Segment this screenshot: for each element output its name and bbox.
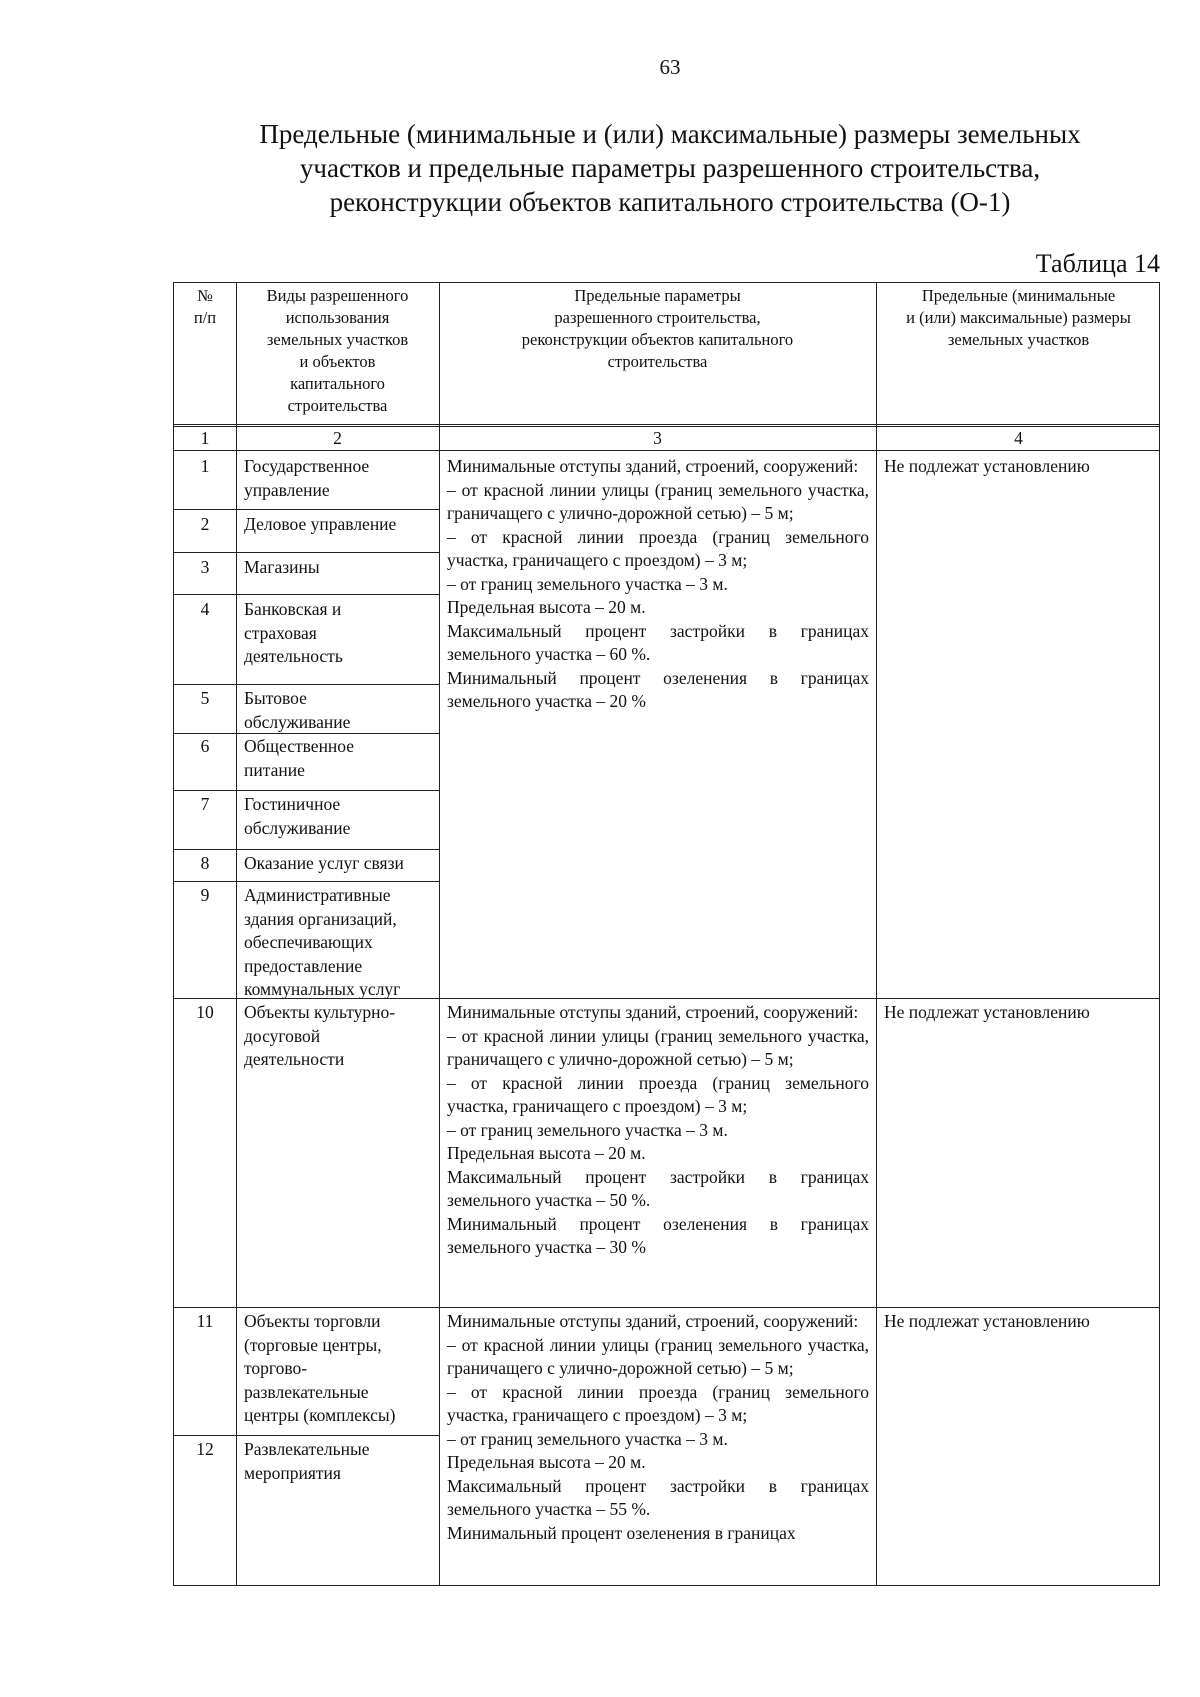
document-title	[200, 117, 1140, 219]
params-cell: Минимальные отступы зданий, строений, сооружений: – от красной линии улицы (границ земельного участка, граничащего с улично-дорожной сетью) – 5 м; – от красной линии проезда (границ земельного участка, граничащего с проездом) – 3 м; – от границ земельного участка – 3 м. Предельная высота – 20 м. Максимальный процент застройки в границах земельного участка – 50 %. Минимальный процент озеленения в границах земельного участка – 30 %	[447, 1002, 869, 1257]
column-number: 3	[653, 428, 662, 448]
title-line: реконструкции объектов капитального строительства (О-1)	[329, 187, 1011, 217]
sizes-cell: Не подлежат установлению	[884, 1311, 1090, 1331]
header-col-params: Предельные параметры разрешенного строительства, реконструкции объектов капитального строительства	[521, 286, 794, 371]
title-line: Предельные (минимальные и (или) максимальные) размеры земельных	[259, 119, 1081, 149]
header-col-use-type: Виды разрешенного использования земельных участков и объектов капитального строительства	[266, 286, 409, 415]
row-divider	[174, 552, 439, 553]
row-number: 12	[196, 1439, 214, 1459]
header-col-number: № п/п	[193, 286, 217, 327]
column-divider	[876, 283, 877, 1585]
column-divider	[236, 283, 237, 1585]
sizes-cell: Не подлежат установлению	[884, 456, 1090, 476]
use-type-cell: Объекты торговли (торговые центры, торгово- развлекательные центры (комплексы)	[244, 1311, 396, 1425]
row-divider	[174, 790, 439, 791]
use-type-cell: Развлекательные мероприятия	[244, 1439, 370, 1483]
use-type-cell: Деловое управление	[244, 514, 397, 534]
row-number: 8	[200, 853, 210, 873]
title-line: участков и предельные параметры разрешенного строительства,	[299, 153, 1041, 183]
table-caption: Таблица 14	[1035, 249, 1160, 278]
use-type-cell: Гостиничное обслуживание	[244, 794, 351, 838]
zoning-parameters-table	[173, 282, 1160, 1586]
use-type-cell: Оказание услуг связи	[244, 853, 404, 873]
row-number: 1	[200, 456, 210, 476]
row-number: 9	[200, 885, 210, 905]
use-type-cell: Административные здания организаций, обеспечивающих предоставление коммунальных услуг	[244, 885, 401, 999]
row-number: 10	[196, 1002, 214, 1022]
column-divider	[439, 283, 440, 1585]
row-divider	[174, 509, 439, 510]
column-number: 1	[200, 428, 210, 448]
row-divider	[174, 594, 439, 595]
page-number: 63	[659, 55, 681, 79]
group-divider	[174, 1307, 1159, 1308]
use-type-cell: Общественное питание	[244, 736, 355, 780]
row-number: 2	[200, 514, 210, 534]
row-number: 11	[196, 1311, 214, 1331]
row-divider	[174, 849, 439, 850]
row-number: 4	[200, 599, 210, 619]
sizes-cell: Не подлежат установлению	[884, 1002, 1090, 1022]
params-cell: Минимальные отступы зданий, строений, сооружений: – от красной линии улицы (границ земельного участка, граничащего с улично-дорожной сетью) – 5 м; – от красной линии проезда (границ земельного участка, граничащего с проездом) – 3 м; – от границ земельного участка – 3 м. Предельная высота – 20 м. Максимальный процент застройки в границах земельного участка – 55 %. Минимальный процент озеленения в границах	[447, 1311, 869, 1543]
row-number: 3	[200, 557, 210, 577]
row-divider	[174, 881, 439, 882]
use-type-cell: Бытовое обслуживание	[244, 688, 351, 732]
row-divider	[174, 684, 439, 685]
use-type-cell: Государственное управление	[244, 456, 370, 500]
row-number: 5	[200, 688, 210, 708]
use-type-cell: Объекты культурно- досуговой деятельности	[244, 1002, 396, 1069]
column-number: 4	[1014, 428, 1023, 448]
use-type-cell: Банковская и страховая деятельность	[244, 599, 343, 666]
header-col-sizes: Предельные (минимальные и (или) максимальные) размеры земельных участков	[906, 286, 1131, 349]
params-cell: Минимальные отступы зданий, строений, сооружений: – от красной линии улицы (границ земельного участка, граничащего с улично-дорожной сетью) – 5 м; – от красной линии проезда (границ земельного участка, граничащего с проездом) – 3 м; – от границ земельного участка – 3 м. Предельная высота – 20 м. Максимальный процент застройки в границах земельного участка – 60 %. Минимальный процент озеленения в границах земельного участка – 20 %	[447, 456, 869, 711]
use-type-cell: Магазины	[244, 557, 320, 577]
row-number: 7	[200, 794, 210, 814]
row-number: 6	[200, 736, 210, 756]
row-divider	[174, 1435, 439, 1436]
column-number: 2	[333, 428, 342, 448]
